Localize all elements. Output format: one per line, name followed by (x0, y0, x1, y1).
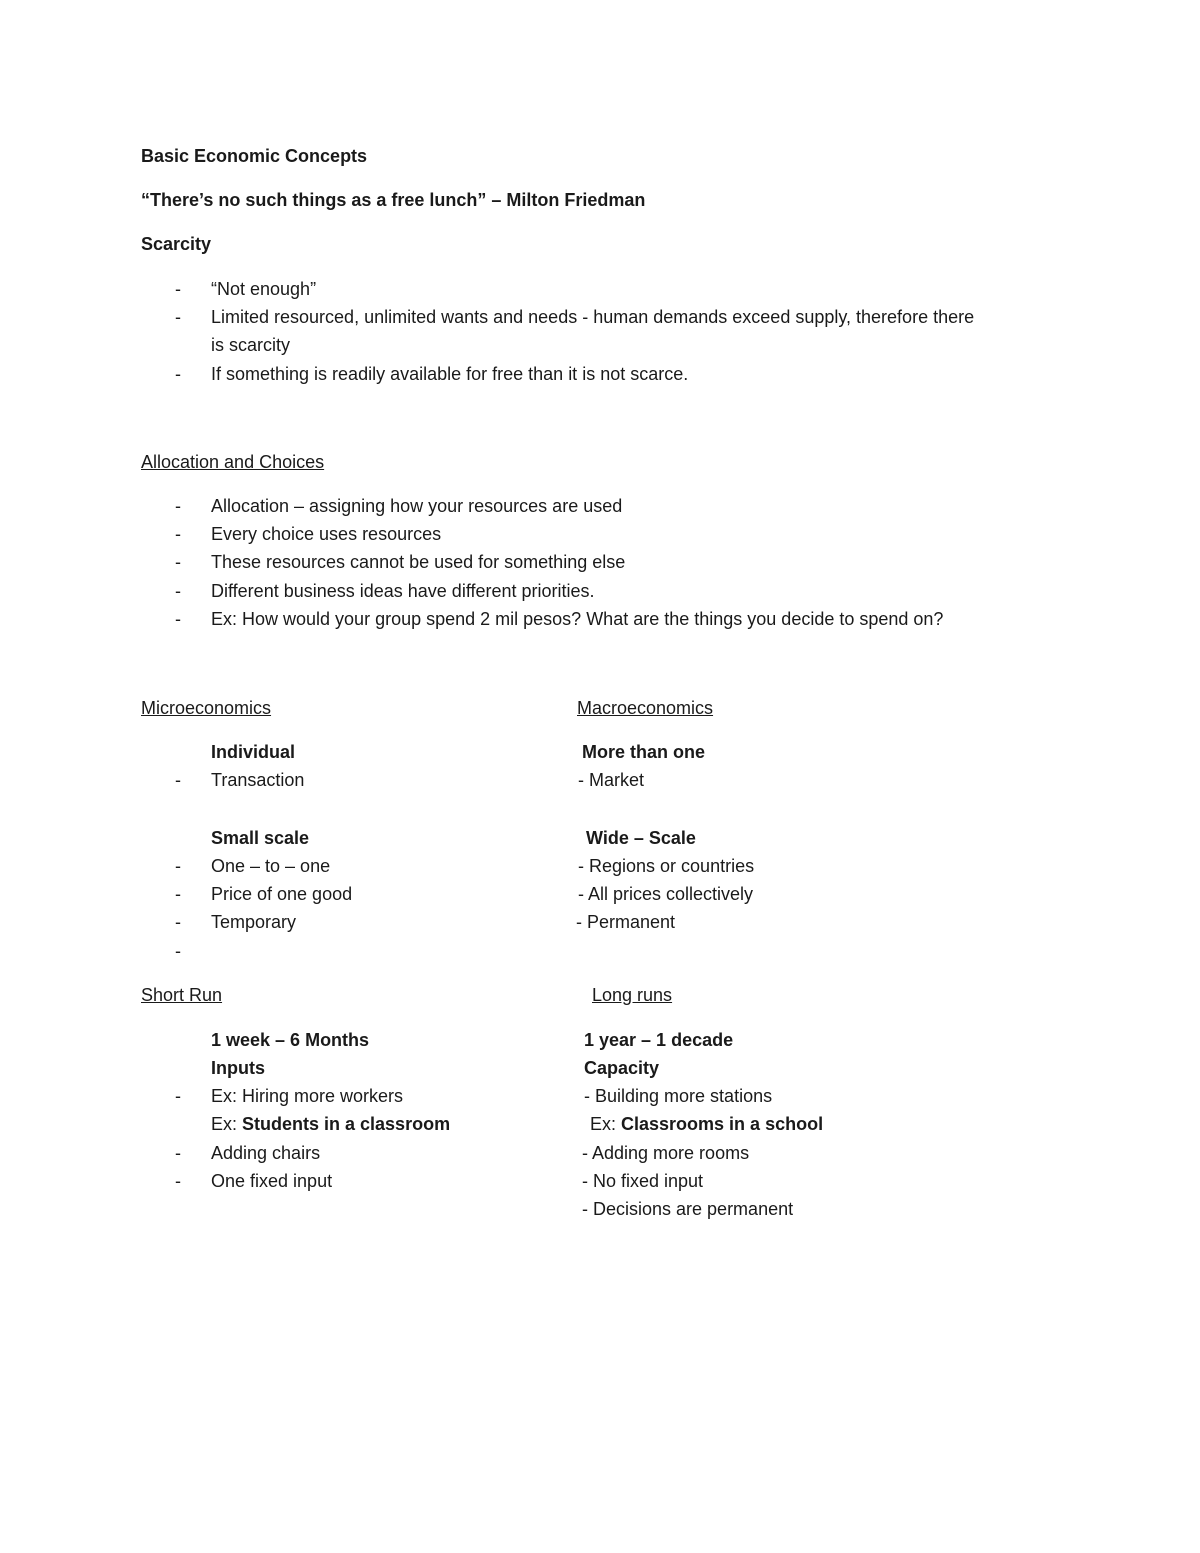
bullet-dash: - (175, 941, 181, 961)
macro-subheading: Wide – Scale (586, 828, 696, 848)
bullet-dash: - (175, 1086, 181, 1106)
bullet-dash: - (175, 279, 181, 299)
macro-item: - Regions or countries (578, 856, 755, 876)
long-run-item: - No fixed input (582, 1171, 704, 1191)
long-run-period: 1 year – 1 decade (584, 1030, 734, 1050)
example-prefix: Ex: (211, 1114, 243, 1134)
long-run-label: Capacity (584, 1058, 660, 1078)
allocation-item: Every choice uses resources (211, 524, 442, 544)
short-run-heading: Short Run (141, 985, 223, 1005)
bullet-dash: - (175, 364, 181, 384)
long-run-item: - Adding more rooms (582, 1143, 750, 1163)
quote: “There’s no such things as a free lunch” – Milton Friedman (141, 190, 646, 210)
bullet-dash: - (175, 912, 181, 932)
micro-item: Price of one good (211, 884, 353, 904)
bullet-dash: - (175, 1171, 181, 1191)
bullet-dash: - (175, 609, 181, 629)
short-run-label: Inputs (211, 1058, 265, 1078)
short-run-example: Ex: Hiring more workers (211, 1086, 404, 1106)
macro-subheading: More than one (582, 742, 706, 762)
bullet-dash: - (175, 524, 181, 544)
allocation-item: Different business ideas have different priorities. (211, 581, 595, 601)
bullet-dash: - (175, 581, 181, 601)
bullet-dash: - (175, 856, 181, 876)
example-prefix: Ex: (590, 1114, 622, 1134)
allocation-item: Ex: How would your group spend 2 mil pesos? What are the things you decide to spend on? (211, 609, 944, 629)
scarcity-heading: Scarcity (141, 234, 212, 254)
example-emphasis: Classrooms in a school (621, 1114, 824, 1134)
scarcity-item: If something is readily available for free than it is not scarce. (211, 364, 689, 384)
document-title: Basic Economic Concepts (141, 146, 368, 166)
bullet-dash: - (175, 1143, 181, 1163)
macro-item: - Market (578, 770, 645, 790)
short-run-example (211, 1113, 450, 1135)
micro-item: Transaction (211, 770, 305, 790)
bullet-dash: - (175, 884, 181, 904)
scarcity-item-continued: is scarcity (211, 335, 291, 355)
bullet-dash: - (175, 770, 181, 790)
short-run-period: 1 week – 6 Months (211, 1030, 370, 1050)
macro-item: - All prices collectively (578, 884, 754, 904)
allocation-item: Allocation – assigning how your resources are used (211, 496, 623, 516)
micro-item: Temporary (211, 912, 297, 932)
long-run-example (590, 1113, 823, 1135)
scarcity-item: “Not enough” (211, 279, 317, 299)
micro-subheading: Small scale (211, 828, 310, 848)
macro-item: - Permanent (576, 912, 676, 932)
long-run-item: - Decisions are permanent (582, 1199, 794, 1219)
example-emphasis: Students in a classroom (242, 1114, 451, 1134)
allocation-item: These resources cannot be used for something else (211, 552, 626, 572)
short-run-item: Adding chairs (211, 1143, 321, 1163)
allocation-heading: Allocation and Choices (141, 452, 325, 472)
long-run-example: - Building more stations (584, 1086, 773, 1106)
bullet-dash: - (175, 307, 181, 327)
macro-heading: Macroeconomics (577, 698, 714, 718)
micro-heading: Microeconomics (141, 698, 272, 718)
short-run-item: One fixed input (211, 1171, 333, 1191)
micro-subheading: Individual (211, 742, 296, 762)
bullet-dash: - (175, 552, 181, 572)
bullet-dash: - (175, 496, 181, 516)
scarcity-item: Limited resourced, unlimited wants and needs - human demands exceed supply, therefore there (211, 307, 975, 327)
long-run-heading: Long runs (592, 985, 673, 1005)
micro-item: One – to – one (211, 856, 331, 876)
